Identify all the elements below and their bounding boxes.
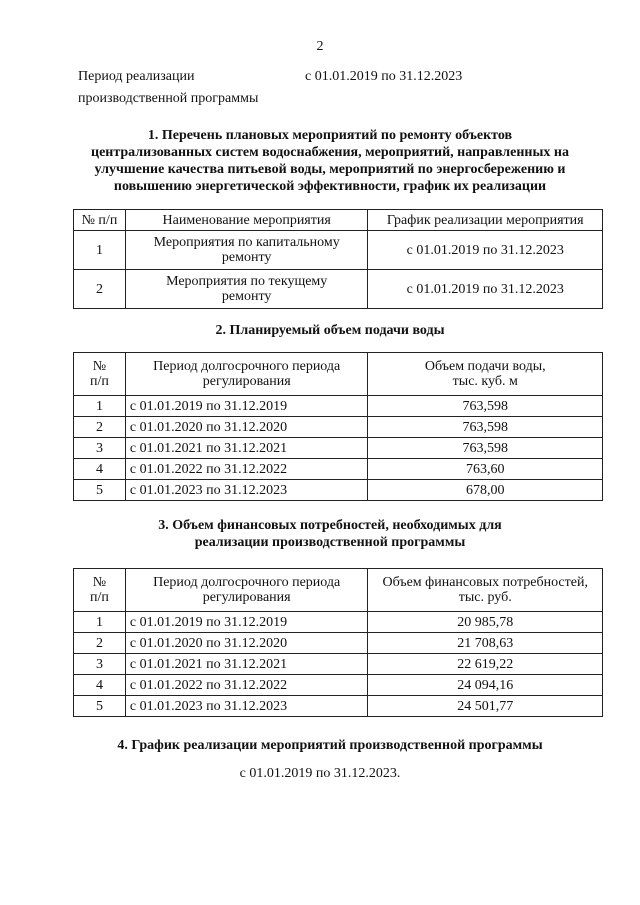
activity-name <box>125 231 368 270</box>
period-cell: с 01.01.2022 по 31.12.2022 <box>125 675 368 696</box>
value-cell: 763,60 <box>368 459 603 480</box>
header-line: № <box>92 575 107 590</box>
title-line: реализации производственной программы <box>194 535 466 550</box>
row-number: 5 <box>74 696 126 717</box>
header-line: тыс. куб. м <box>452 374 518 389</box>
column-header: № п/п <box>74 210 126 231</box>
table-header-row <box>74 569 603 612</box>
period-cell: с 01.01.2020 по 31.12.2020 <box>125 633 368 654</box>
row-number: 4 <box>74 675 126 696</box>
header-line: Период долгосрочного периода <box>153 359 341 374</box>
activities-table <box>73 209 603 309</box>
table-row <box>74 696 603 717</box>
header-line: регулирования <box>202 590 291 605</box>
column-header <box>368 569 603 612</box>
table-header-row <box>74 210 603 231</box>
table-row <box>74 612 603 633</box>
period-cell: с 01.01.2022 по 31.12.2022 <box>125 459 368 480</box>
value-cell: 22 619,22 <box>368 654 603 675</box>
activity-schedule: с 01.01.2019 по 31.12.2023 <box>368 270 603 309</box>
table-row <box>74 459 603 480</box>
column-header <box>74 353 126 396</box>
table-row <box>74 675 603 696</box>
table-row <box>74 270 603 309</box>
value-cell: 21 708,63 <box>368 633 603 654</box>
title-line: 3. Объем финансовых потребностей, необходимых для <box>158 518 502 533</box>
row-number: 4 <box>74 459 126 480</box>
table-header-row <box>74 353 603 396</box>
row-number: 2 <box>74 270 126 309</box>
period-value: с 01.01.2019 по 31.12.2023 <box>305 69 463 84</box>
row-number: 3 <box>74 654 126 675</box>
header-line: Объем подачи воды, <box>424 359 546 374</box>
table-row <box>74 654 603 675</box>
table-row <box>74 231 603 270</box>
title-line: 1. Перечень плановых мероприятий по ремонту объектов <box>147 128 513 143</box>
section-2-title: 2. Планируемый объем подачи воды <box>215 323 445 338</box>
header-line: тыс. руб. <box>458 590 512 605</box>
section-4-period: с 01.01.2019 по 31.12.2023. <box>239 766 401 781</box>
header-line: п/п <box>90 590 109 605</box>
period-label <box>78 66 298 110</box>
value-cell: 20 985,78 <box>368 612 603 633</box>
table-row <box>74 633 603 654</box>
column-header: График реализации мероприятия <box>368 210 603 231</box>
column-header <box>125 353 368 396</box>
section-3-title <box>60 517 600 551</box>
row-number: 1 <box>74 612 126 633</box>
row-number: 5 <box>74 480 126 501</box>
row-number: 2 <box>74 417 126 438</box>
column-header: Наименование мероприятия <box>125 210 368 231</box>
row-number: 1 <box>74 396 126 417</box>
value-cell: 24 094,16 <box>368 675 603 696</box>
activity-name <box>125 270 368 309</box>
water-supply-table <box>73 352 603 501</box>
title-line: централизованных систем водоснабжения, мероприятий, направленных на <box>91 145 569 160</box>
column-header <box>368 353 603 396</box>
section-1-title <box>60 127 600 195</box>
title-line: повышению энергетической эффективности, график их реализации <box>113 179 547 194</box>
period-cell: с 01.01.2019 по 31.12.2019 <box>125 396 368 417</box>
activity-name-line: Мероприятия по капитальному <box>153 235 340 250</box>
activity-name-line: ремонту <box>221 250 272 265</box>
period-cell: с 01.01.2021 по 31.12.2021 <box>125 654 368 675</box>
column-header <box>74 569 126 612</box>
value-cell: 763,598 <box>368 417 603 438</box>
period-label-line: производственной программы <box>78 91 259 106</box>
header-line: № <box>92 359 107 374</box>
table-row <box>74 438 603 459</box>
value-cell: 24 501,77 <box>368 696 603 717</box>
table-row <box>74 396 603 417</box>
period-label-line: Период реализации <box>78 69 195 84</box>
activity-name-line: ремонту <box>221 289 272 304</box>
row-number: 1 <box>74 231 126 270</box>
row-number: 2 <box>74 633 126 654</box>
header-line: Объем финансовых потребностей, <box>382 575 588 590</box>
column-header <box>125 569 368 612</box>
header-line: регулирования <box>202 374 291 389</box>
title-line: улучшение качества питьевой воды, мероприятий по энергосбережению и <box>94 162 566 177</box>
period-cell: с 01.01.2019 по 31.12.2019 <box>125 612 368 633</box>
value-cell: 763,598 <box>368 438 603 459</box>
header-line: Период долгосрочного периода <box>153 575 341 590</box>
period-cell: с 01.01.2023 по 31.12.2023 <box>125 480 368 501</box>
section-4-title: 4. График реализации мероприятий производственной программы <box>117 738 543 753</box>
financial-needs-table <box>73 568 603 717</box>
table-row <box>74 417 603 438</box>
page-number: 2 <box>316 39 324 54</box>
activity-schedule: с 01.01.2019 по 31.12.2023 <box>368 231 603 270</box>
row-number: 3 <box>74 438 126 459</box>
period-cell: с 01.01.2021 по 31.12.2021 <box>125 438 368 459</box>
period-cell: с 01.01.2020 по 31.12.2020 <box>125 417 368 438</box>
activity-name-line: Мероприятия по текущему <box>166 274 328 289</box>
table-row <box>74 480 603 501</box>
header-line: п/п <box>90 374 109 389</box>
value-cell: 763,598 <box>368 396 603 417</box>
value-cell: 678,00 <box>368 480 603 501</box>
period-cell: с 01.01.2023 по 31.12.2023 <box>125 696 368 717</box>
